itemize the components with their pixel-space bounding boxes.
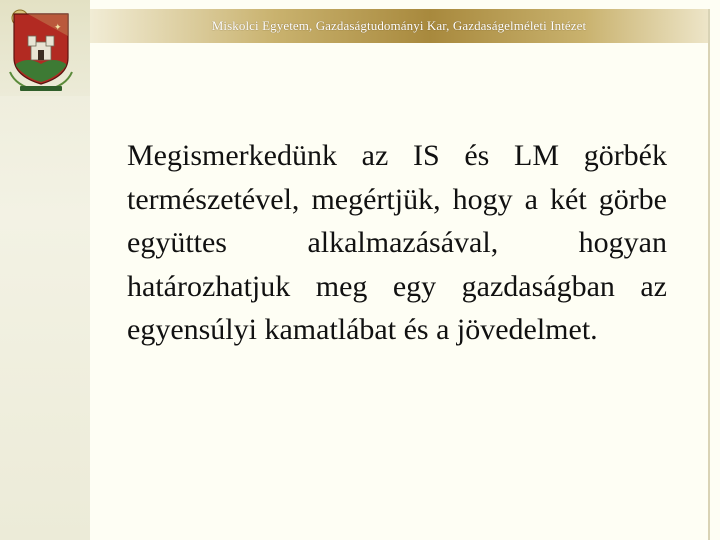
header-institution-text: Miskolci Egyetem, Gazdaságtudományi Kar, Gazdaságelméleti Intézet — [211, 18, 587, 33]
header-bar — [90, 9, 708, 43]
svg-text:✦: ✦ — [54, 23, 62, 33]
right-border-line — [708, 9, 710, 540]
slide-body-paragraph: Megismerkedünk az IS és LM görbék természetével, megértjük, hogy a két görbe együttes alkalmazásával, hogyan határozhatjuk meg egy gazdaságban az egyensúlyi kamatlábat és a jövedelmet. — [127, 139, 667, 346]
logo-area — [0, 0, 90, 96]
university-crest-icon — [6, 6, 76, 92]
